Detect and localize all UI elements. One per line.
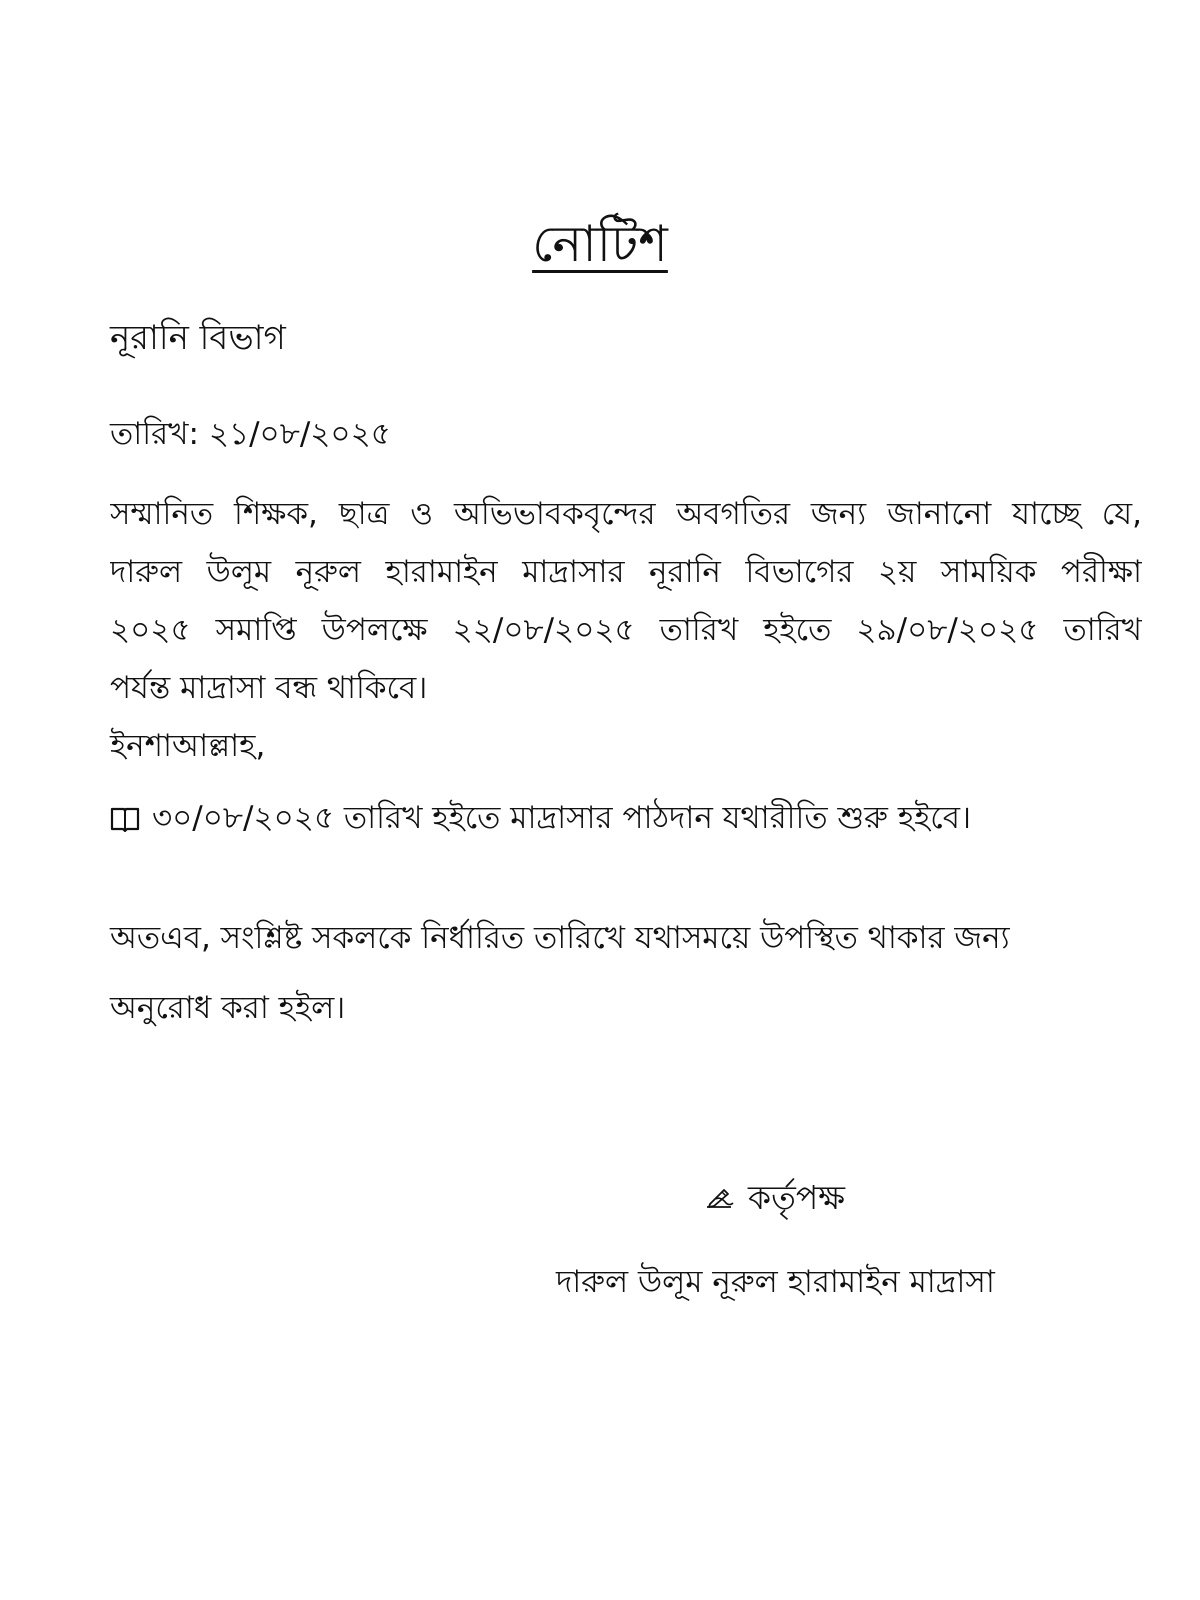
therefore-line: অতএব, সংশ্লিষ্ট সকলকে নির্ধারিত তারিখে যথাসময়ে উপস্থিত থাকার জন্য (110, 920, 1010, 956)
notice-title: নোটিশ (532, 215, 668, 273)
body-line: পর্যন্ত মাদ্রাসা বন্ধ থাকিবে। (110, 670, 428, 706)
open-book-icon (110, 802, 140, 828)
inshallah-line: ইনশাআল্লাহ, (110, 728, 266, 764)
notice-body (110, 485, 1142, 717)
notice-date: তারিখ: ২১/০৮/২০২৫ (110, 416, 391, 452)
resume-text: ৩০/০৮/২০২৫ তারিখ হইতে মাদ্রাসার পাঠদান যথারীতি শুরু হইবে। (152, 800, 972, 836)
body-line: ২০২৫ সমাপ্তি উপলক্ষে ২২/০৮/২০২৫ তারিখ হইতে ২৯/০৮/২০২৫ তারিখ (110, 612, 1142, 648)
body-line: দারুল উলূম নূরুল হারামাইন মাদ্রাসার নূরানি বিভাগের ২য় সাময়িক পরীক্ষা (110, 554, 1142, 590)
authority-text: কর্তৃপক্ষ (748, 1178, 845, 1217)
body-line: সম্মানিত শিক্ষক, ছাত্র ও অভিভাবকবৃন্দের অবগতির জন্য জানানো যাচ্ছে যে, (110, 496, 1142, 532)
request-line: অনুরোধ করা হইল। (110, 990, 346, 1026)
signature-organization: দারুল উলূম নূরুল হারামাইন মাদ্রাসা (556, 1264, 995, 1300)
department-label: নূরানি বিভাগ (110, 318, 286, 358)
signature-authority (704, 1176, 845, 1220)
resume-line (110, 798, 971, 838)
writing-hand-icon (704, 1178, 736, 1204)
